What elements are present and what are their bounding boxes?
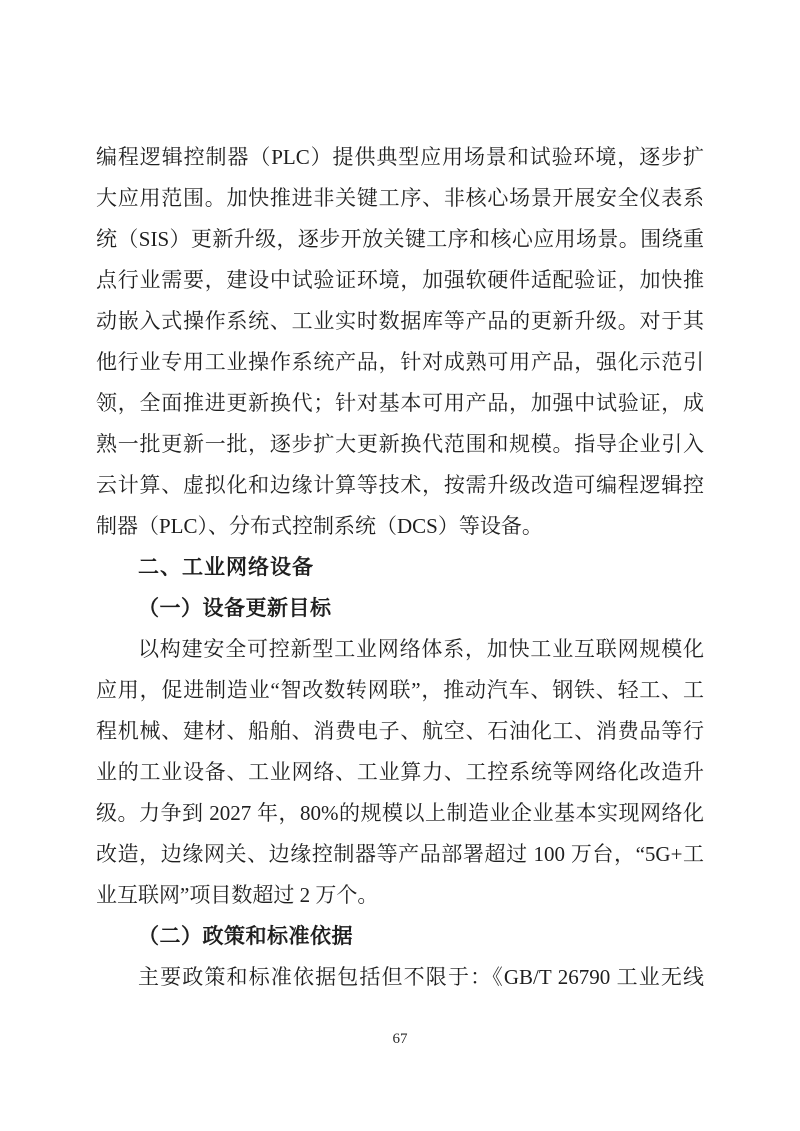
text-line: 他行业专用工业操作系统产品，针对成熟可用产品，强化示范引 (96, 350, 704, 374)
text-line: 改造，边缘网关、边缘控制器等产品部署超过 100 万台，“5G+工 (96, 842, 704, 866)
text-line: 熟一批更新一批，逐步扩大更新换代范围和规模。指导企业引入 (96, 432, 704, 456)
text-line: 应用，促进制造业“智改数转网联”，推动汽车、钢铁、轻工、工 (96, 678, 704, 702)
page-footer (0, 1030, 800, 1048)
text-line: 点行业需要，建设中试验证环境，加强软硬件适配验证，加快推 (96, 268, 704, 292)
subsection-heading-policy-and-standards: （二）政策和标准依据 (138, 924, 353, 948)
text-line: 级。力争到 2027 年，80%的规模以上制造业企业基本实现网络化 (96, 801, 704, 825)
text-line: 业的工业设备、工业网络、工业算力、工控系统等网络化改造升 (96, 760, 704, 784)
text-line: 编程逻辑控制器（PLC）提供典型应用场景和试验环境，逐步扩 (96, 145, 704, 169)
text-line: 制器（PLC）、分布式控制系统（DCS）等设备。 (96, 514, 543, 538)
text-line: 动嵌入式操作系统、工业实时数据库等产品的更新升级。对于其 (96, 309, 704, 333)
text-line: 统（SIS）更新升级，逐步开放关键工序和核心应用场景。围绕重 (96, 227, 704, 251)
text-line: 主要政策和标准依据包括但不限于：《GB/T 26790 工业无线 (138, 965, 704, 989)
text-line: 业互联网”项目数超过 2 万个。 (96, 883, 379, 907)
section-heading-industrial-network-equipment: 二、工业网络设备 (138, 556, 314, 579)
paragraph-plc-continuation (96, 137, 704, 547)
page-number: 67 (392, 1031, 408, 1047)
paragraph-equipment-update-targets (96, 629, 704, 916)
text-line: 程机械、建材、船舶、消费电子、航空、石油化工、消费品等行 (96, 719, 704, 743)
text-line: 以构建安全可控新型工业网络体系，加快工业互联网规模化 (138, 637, 704, 661)
text-line: 大应用范围。加快推进非关键工序、非核心场景开展安全仪表系 (96, 186, 704, 210)
page-content (96, 137, 704, 998)
paragraph-policy-basis (96, 957, 704, 998)
text-line: 云计算、虚拟化和边缘计算等技术，按需升级改造可编程逻辑控 (96, 473, 704, 497)
subsection-heading-equipment-update-targets: （一）设备更新目标 (138, 596, 332, 620)
text-line: 领，全面推进更新换代；针对基本可用产品，加强中试验证，成 (96, 391, 704, 415)
